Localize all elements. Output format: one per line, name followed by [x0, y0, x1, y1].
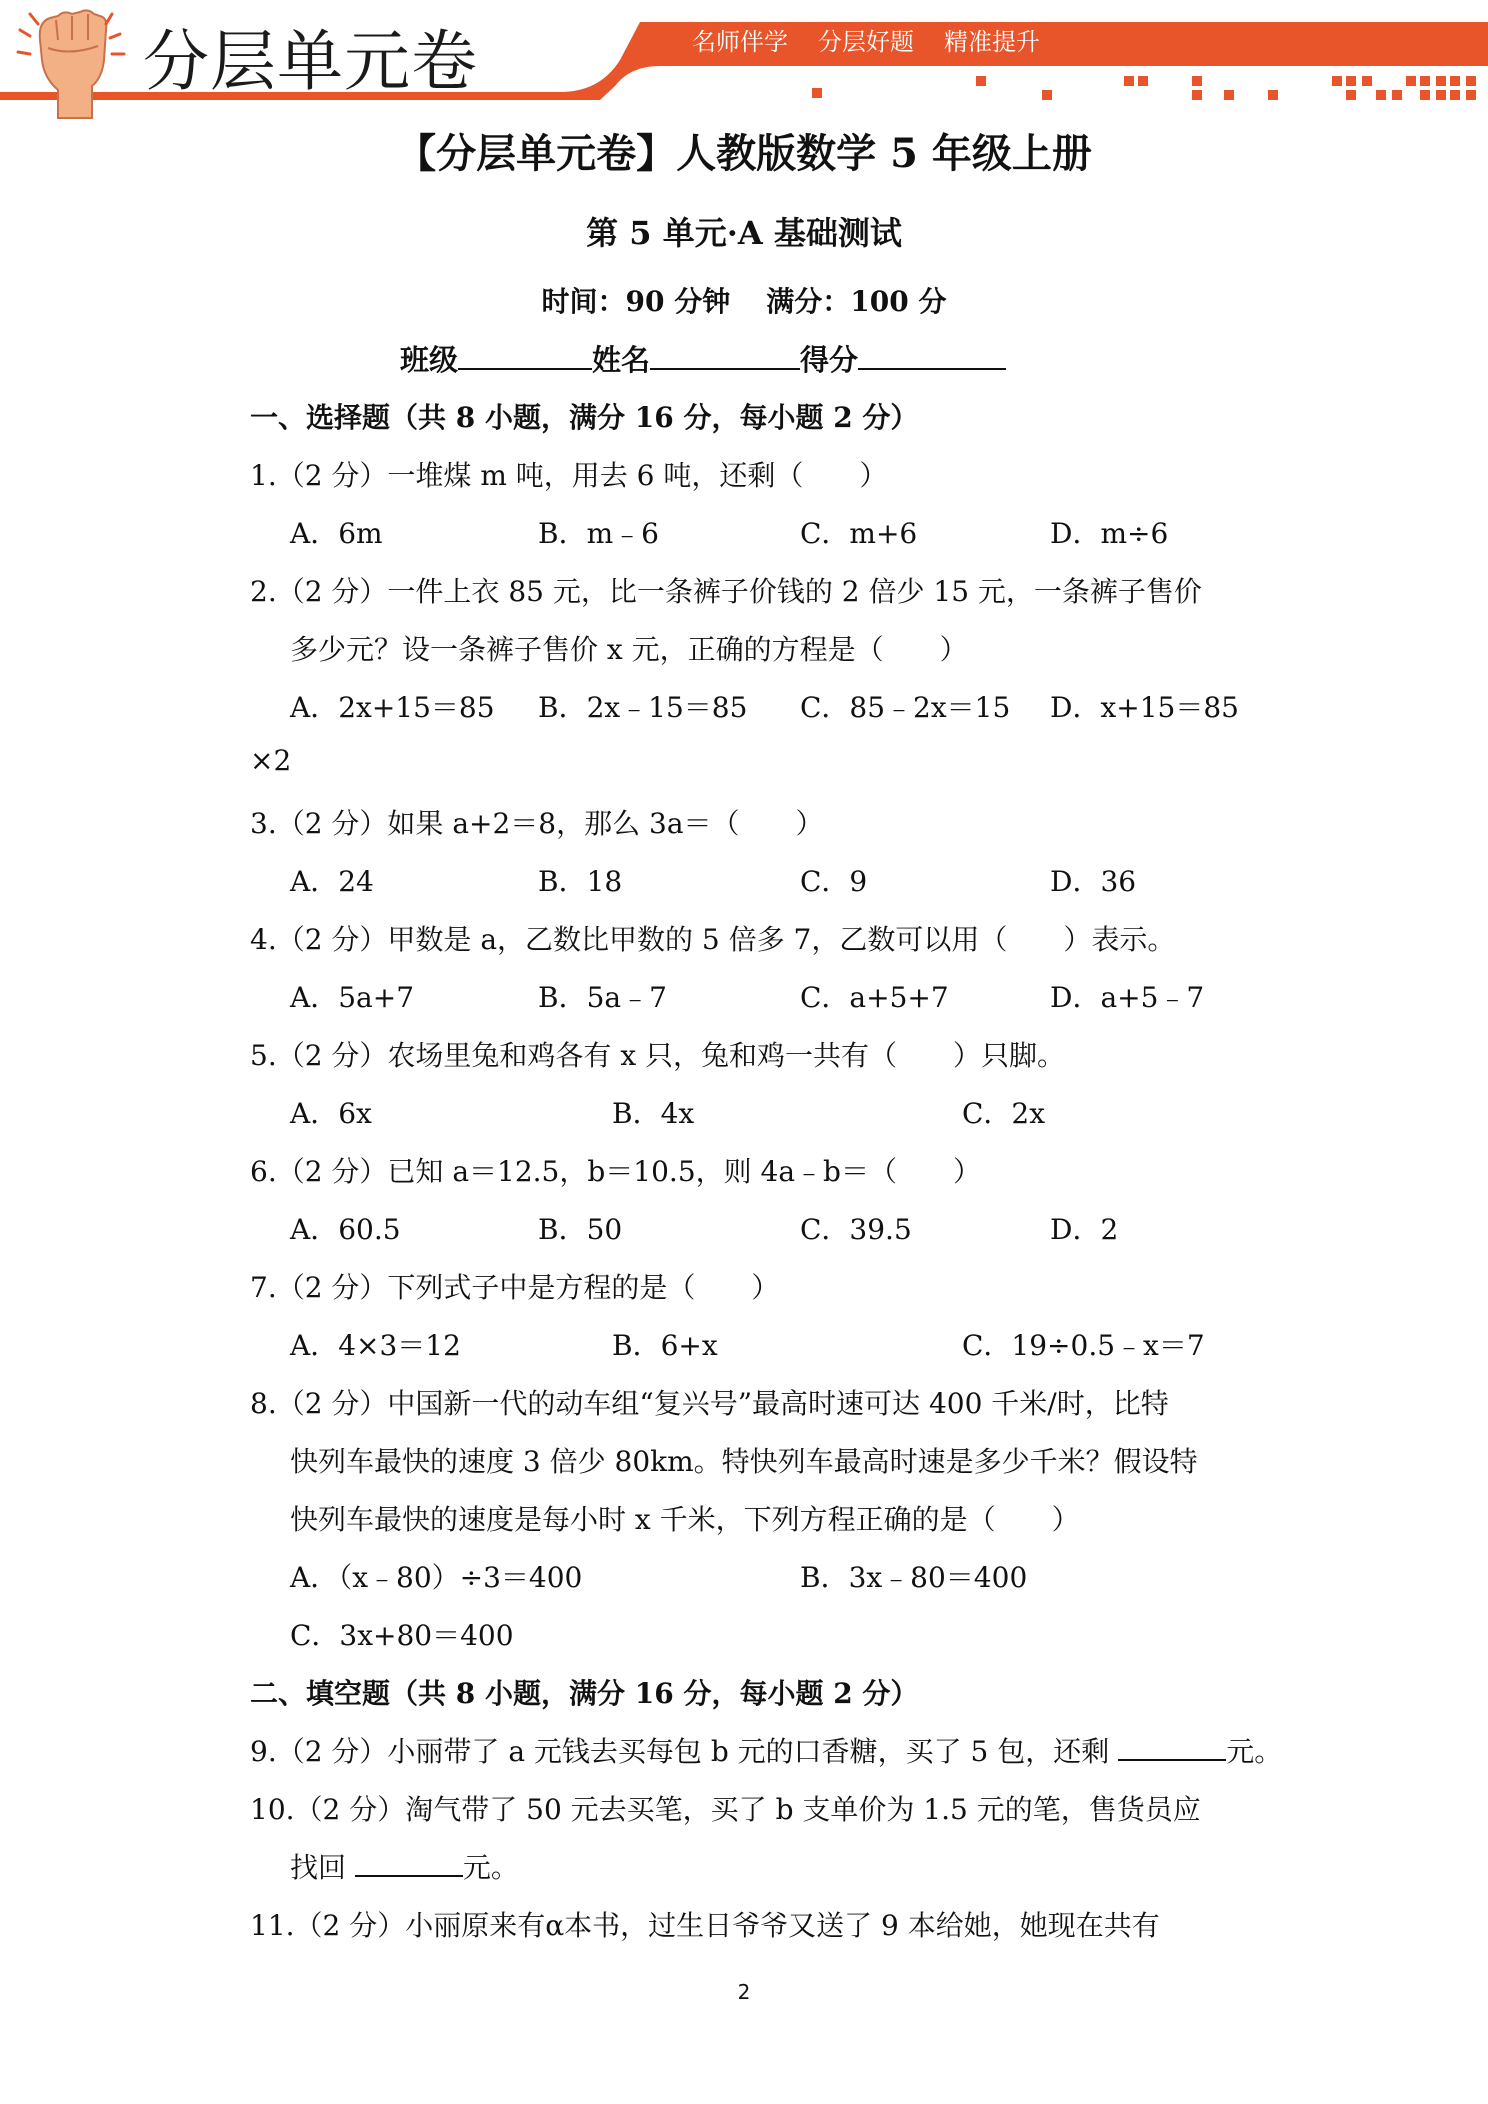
q5-option-b: B．4x [612, 1097, 695, 1130]
q1-option-d: D．m÷6 [1050, 517, 1169, 550]
q4-option-a: A．5a+7 [290, 981, 415, 1014]
q6-option-b: B．50 [538, 1213, 623, 1246]
q1-option-b: B．m﹣6 [538, 517, 659, 550]
q2-option-a: A．2x+15＝85 [290, 691, 495, 724]
page-number: 2 [737, 1980, 751, 2004]
tagline-2: 分层好题 [818, 28, 914, 56]
q5-option-a: A．6x [290, 1097, 372, 1130]
question-6: 6.（2 分）已知 a＝12.5，b＝10.5，则 4a﹣b＝（ ） [250, 1155, 981, 1188]
q7-option-b: B．6+x [612, 1329, 718, 1362]
question-2-line-2: 多少元？设一条裤子售价 x 元，正确的方程是（ ） [290, 633, 968, 666]
q8-option-c: C．3x+80＝400 [290, 1619, 514, 1652]
tagline-1: 名师伴学 [692, 28, 788, 56]
exam-info [0, 280, 1488, 320]
q1-option-a: A．6m [290, 517, 383, 550]
q2-option-b: B．2x﹣15＝85 [538, 691, 748, 724]
q3-option-d: D．36 [1050, 865, 1137, 898]
name-label: 姓名 [592, 343, 651, 377]
q7-option-c: C．19÷0.5﹣x＝7 [962, 1329, 1205, 1362]
section-heading-fill: 二、填空题（共 8 小题，满分 16 分，每小题 2 分） [250, 1677, 919, 1710]
q2-option-d: D．x+15＝85 [1050, 691, 1239, 724]
q10-unit: 元。 [462, 1851, 519, 1884]
q9-answer-blank[interactable] [1118, 1733, 1226, 1761]
question-4: 4.（2 分）甲数是 a，乙数比甲数的 5 倍多 7，乙数可以用（ ）表示。 [250, 923, 1176, 956]
question-3: 3.（2 分）如果 a+2＝8，那么 3a＝（ ） [250, 807, 824, 840]
q3-option-a: A．24 [290, 865, 374, 898]
question-7: 7.（2 分）下列式子中是方程的是（ ） [250, 1271, 780, 1304]
q2-option-d-overflow: ×2 [250, 744, 292, 777]
q4-option-b: B．5a﹣7 [538, 981, 667, 1014]
exam-full-score: 满分：100 分 [766, 285, 947, 318]
score-blank[interactable] [858, 342, 1006, 370]
header-banner [0, 0, 1488, 120]
q4-option-d: D．a+5﹣7 [1050, 981, 1205, 1014]
exam-time: 时间：90 分钟 [541, 285, 731, 318]
page-subtitle: 第 5 单元·A 基础测试 [586, 214, 902, 252]
question-9-stem: 9.（2 分）小丽带了 a 元钱去买每包 b 元的口香糖，买了 5 包，还剩 [250, 1735, 1110, 1768]
q6-option-c: C．39.5 [800, 1213, 912, 1246]
tagline-3: 精准提升 [944, 28, 1040, 56]
decorative-squares [812, 76, 1476, 100]
q6-option-d: D．2 [1050, 1213, 1119, 1246]
question-1: 1.（2 分）一堆煤 m 吨，用去 6 吨，还剩（ ） [250, 459, 888, 492]
q7-option-a: A．4×3＝12 [290, 1329, 461, 1362]
q6-option-a: A．60.5 [290, 1213, 401, 1246]
page-title: 【分层单元卷】人教版数学 5 年级上册 [396, 130, 1092, 177]
q8-option-b: B．3x﹣80＝400 [800, 1561, 1028, 1594]
student-fields [400, 338, 1006, 379]
class-blank[interactable] [458, 342, 592, 370]
name-blank[interactable] [650, 342, 800, 370]
q5-option-c: C．2x [962, 1097, 1046, 1130]
q4-option-c: C．a+5+7 [800, 981, 949, 1014]
q9-unit: 元。 [1226, 1735, 1283, 1768]
question-11: 11.（2 分）小丽原来有α本书，过生日爷爷又送了 9 本给她，她现在共有 [250, 1909, 1160, 1942]
question-10-line-2 [290, 1846, 519, 1886]
question-8-line-3: 快列车最快的速度是每小时 x 千米，下列方程正确的是（ ） [290, 1503, 1080, 1536]
brand-title: 分层单元卷 [143, 23, 478, 100]
class-label: 班级 [400, 343, 459, 377]
q1-option-c: C．m+6 [800, 517, 918, 550]
question-5: 5.（2 分）农场里兔和鸡各有 x 只，兔和鸡一共有（ ）只脚。 [250, 1039, 1066, 1072]
q3-option-b: B．18 [538, 865, 623, 898]
q2-option-c: C．85﹣2x＝15 [800, 691, 1011, 724]
question-10-line-1: 10.（2 分）淘气带了 50 元去买笔，买了 b 支单价为 1.5 元的笔，售货员应 [250, 1793, 1201, 1826]
q3-option-c: C．9 [800, 865, 868, 898]
question-9 [250, 1730, 1282, 1770]
question-2-line-1: 2.（2 分）一件上衣 85 元，比一条裤子价钱的 2 倍少 15 元，一条裤子售价 [250, 575, 1202, 608]
question-8-line-2: 快列车最快的速度 3 倍少 80km。特快列车最高时速是多少千米？假设特 [290, 1445, 1198, 1478]
raised-fist-icon [18, 10, 124, 118]
score-label: 得分 [800, 343, 859, 377]
question-10-stem-2: 找回 [290, 1851, 347, 1884]
q10-answer-blank[interactable] [355, 1849, 463, 1877]
q8-option-a: A．（x﹣80）÷3＝400 [290, 1561, 583, 1594]
section-heading-choice: 一、选择题（共 8 小题，满分 16 分，每小题 2 分） [250, 401, 919, 434]
question-8-line-1: 8.（2 分）中国新一代的动车组“复兴号”最高时速可达 400 千米/时，比特 [250, 1387, 1169, 1420]
